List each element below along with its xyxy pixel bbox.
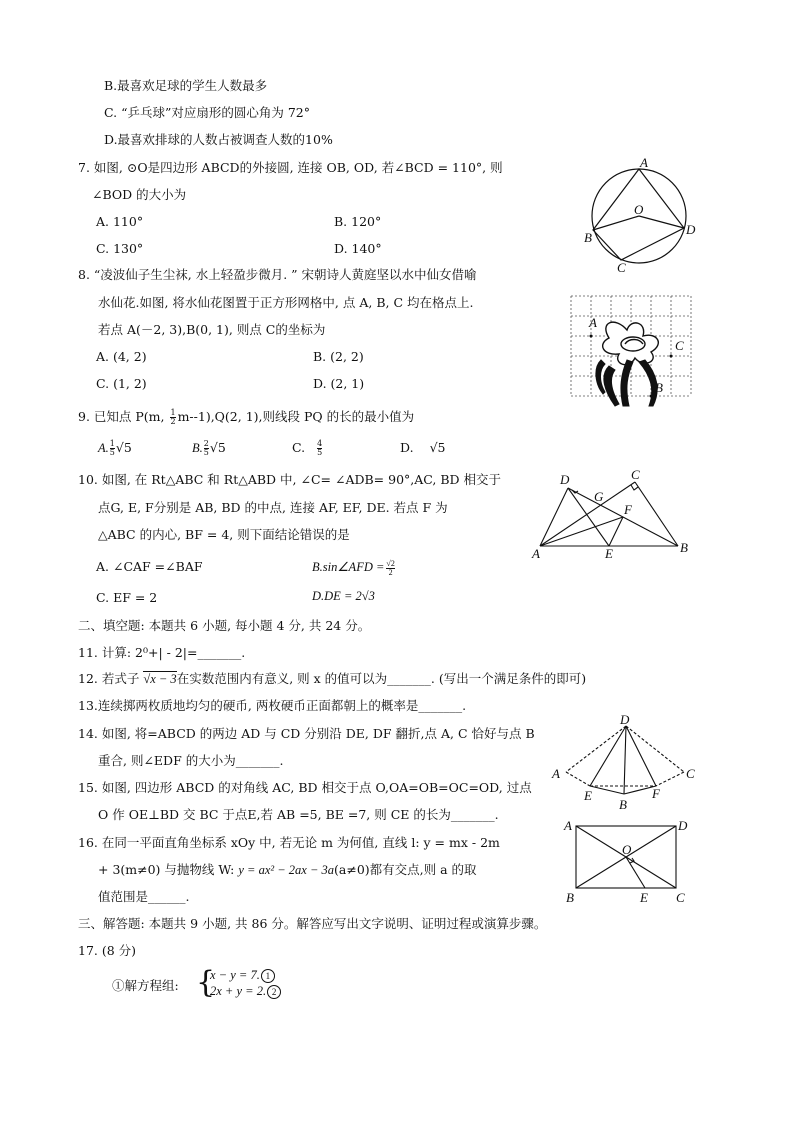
q9-fraction-den: 2 [170,417,176,426]
q13: 13.连续掷两枚质地均匀的硬币, 两枚硬币正面都朝上的概率是_______. [78,698,467,713]
q8-stem-2: 水仙花.如图, 将水仙花图置于正方形网格中, 点 A, B, C 均在格点上. [98,295,474,310]
q9-option-a-fraction [110,440,115,457]
section-2-heading: 二、填空题: 本题共 6 小题, 每小题 4 分, 共 24 分。 [78,618,371,633]
q15-label-b: B [566,890,574,905]
q15-label-a: A [564,818,572,833]
q9-option-b-letter: B. [192,441,203,455]
q16-stem-2 [98,861,477,879]
section-3-heading: 三、解答题: 本题共 9 小题, 共 86 分。解答应写出文字说明、证明过程或演算步骤。 [78,916,547,931]
q10-label-a: A [532,546,540,560]
equation-2-text: 2x + y = 2. [210,984,267,998]
q12-radical: √x − 3 [143,672,177,686]
q9-option-d-root: √5 [429,440,446,455]
q9-option-b-root: √5 [209,440,226,455]
q9-option-d-letter: D. [400,440,414,455]
q8-stem-3: 若点 A(－2, 3),B(0, 1), 则点 C的坐标为 [98,322,326,337]
q10-option-c: C. EF = 2 [96,590,158,605]
q10-label-g: G [594,489,604,504]
q7-label-d: D [686,222,696,237]
equation-2-number: 2 [267,985,281,999]
q16-stem: 16. 在同一平面直角坐标系 xOy 中, 若无论 m 为何值, 直线 l: y = mx - 2m [78,835,500,850]
q7-option-c: C. 130° [96,241,144,256]
q10-stem-3: △ABC 的内心, BF = 4, 则下面结论错误的是 [98,527,350,542]
q14-parallelogram-figure [548,714,700,814]
q17-heading: 17. (8 分) [78,943,137,958]
q10-option-b-text: B.sin∠AFD = [312,560,385,574]
q10-option-b-num: √2 [386,558,395,568]
q9-stem-text-1: 9. 已知点 P(m, [78,409,169,424]
q8-label-b: B [655,380,663,395]
q10-stem-2: 点G, E, F分别是 AB, BD 的中点, 连接 AF, EF, DE. 若点 F 为 [98,500,448,515]
q10-option-a: A. ∠CAF =∠BAF [96,559,203,574]
q8-option-c: C. (1, 2) [96,376,147,391]
q7-stem: 7. 如图, ⊙O是四边形 ABCD的外接圆, 连接 OB, OD, 若∠BCD = 110°, 则 [78,160,503,175]
q15-label-o: O [622,842,632,857]
q9-option-a-num: 1 [109,439,115,448]
q7-label-b: B [584,230,592,245]
q10-label-b: B [680,540,688,555]
q7-stem-2: ∠BOD 的大小为 [92,187,187,202]
q10-option-d: D.DE = 2√3 [312,589,375,603]
q9-option-d [400,439,445,457]
q10-option-b [312,558,395,577]
q10-label-c: C [631,467,640,482]
equation-2 [210,982,281,1000]
equation-1-text: x − y = 7. [210,968,260,982]
q15-stem-2: O 作 OE⊥BD 交 BC 于点E,若 AB =5, BE =7, 则 CE 的长为_______. [98,807,499,822]
q8-stem: 8. “凌波仙子生尘袜, 水上轻盈步微月. ” 宋朝诗人黄庭坚以水中仙女借喻 [78,267,477,282]
q7-label-o: O [634,202,644,217]
q9-option-a-root: √5 [115,440,132,455]
q9-fraction [170,409,175,426]
q8-label-c: C [675,338,684,353]
equation-system-brace: { [196,965,216,1000]
q16-text-2: (a≠0)都有交点,则 a 的取 [334,862,477,877]
q9-option-c-letter: C. [292,440,306,455]
q14-label-e: E [584,788,592,803]
q9-option-b [192,439,226,457]
q7-circle-figure [580,156,700,276]
q16-text-1: + 3(m≠0) 与抛物线 W: [98,862,235,877]
q8-option-d: D. (2, 1) [313,376,365,391]
q8-daffodil-grid-figure [569,294,693,412]
q6-option-b: B.最喜欢足球的学生人数最多 [104,78,268,93]
q7-option-d: D. 140° [334,241,382,256]
q14-stem: 14. 如图, 将=ABCD 的两边 AD 与 CD 分别沿 DE, DF 翻折,点 A, C 恰好与点 B [78,726,535,741]
q9-option-b-num: 2 [203,439,209,448]
q6-option-c: C. “乒乓球”对应扇形的圆心角为 72° [104,105,310,120]
q10-triangle-figure [530,466,694,560]
q12-text-1: 12. 若式子 [78,671,140,686]
q9-option-b-den: 5 [203,448,209,457]
equation-1-number: 1 [261,969,275,983]
q7-option-a: A. 110° [96,214,144,229]
q7-label-c: C [617,260,626,275]
q15-stem: 15. 如图, 四边形 ABCD 的对角线 AC, BD 相交于点 O,OA=OB=OC=OD, 过点 [78,780,532,795]
q9-fraction-num: 1 [170,408,176,417]
q8-option-b: B. (2, 2) [313,349,364,364]
q14-label-d: D [620,714,630,727]
q9-option-b-fraction [204,440,209,457]
q7-option-b: B. 120° [334,214,382,229]
q9-option-a [98,439,132,457]
q10-option-b-fraction [386,560,394,577]
q14-label-f: F [652,786,660,801]
q9-stem [78,408,414,426]
q9-option-c-den: 5 [317,448,323,457]
q10-label-f: F [624,502,632,517]
q15-rectangle-figure [560,814,696,906]
q9-option-c-num: 4 [317,439,323,448]
q9-stem-text-2: m--1),Q(2, 1),则线段 PQ 的长的最小值为 [177,409,415,424]
q16-stem-3: 值范围是______. [98,889,190,904]
q15-label-e: E [640,890,648,905]
q12 [78,670,586,688]
q15-label-c: C [676,890,685,905]
q9-option-a-den: 5 [109,448,115,457]
q10-stem: 10. 如图, 在 Rt△ABC 和 Rt△ABD 中, ∠C= ∠ADB= 90°,AC, BD 相交于 [78,472,502,487]
q10-label-d: D [560,472,570,487]
q8-option-a: A. (4, 2) [96,349,147,364]
q14-label-c: C [686,766,695,781]
q9-option-a-letter: A. [98,441,109,455]
q14-label-a: A [552,766,560,781]
q7-label-a: A [640,156,648,170]
q10-label-e: E [605,546,613,560]
q9-option-c-fraction [317,440,322,457]
q14-label-b: B [619,797,627,812]
q11: 11. 计算: 2⁰+| - 2|=_______. [78,645,246,660]
q15-label-d: D [678,818,688,833]
q17-part-1-label: ①解方程组: [112,978,179,993]
q8-label-a: A [589,315,597,330]
q12-text-2: 在实数范围内有意义, 则 x 的值可以为_______. (写出一个满足条件的即可) [176,671,587,686]
q6-option-d: D.最喜欢排球的人数占被调查人数的10% [104,132,333,147]
q10-option-b-den: 2 [388,567,393,577]
q9-option-c [292,439,322,457]
q14-stem-2: 重合, 则∠EDF 的大小为_______. [98,753,284,768]
q16-parabola: y = ax² − 2ax − 3a [238,863,335,877]
